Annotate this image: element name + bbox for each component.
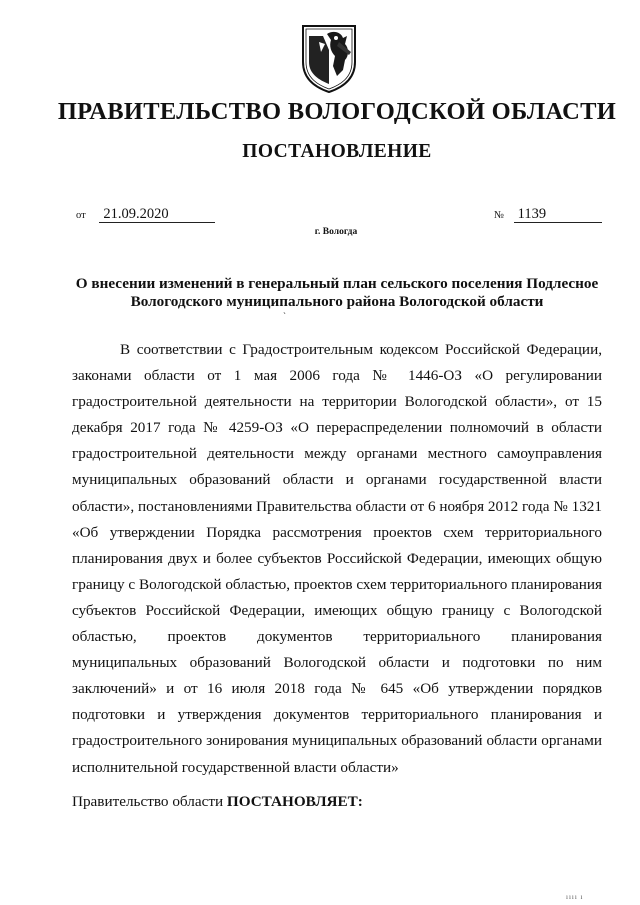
document-date xyxy=(76,206,215,223)
date-value: 21.09.2020 xyxy=(99,206,215,223)
footer-mark: ıııı ı xyxy=(566,893,584,901)
document-type: ПОСТАНОВЛЕНИЕ xyxy=(242,141,432,162)
document-number xyxy=(494,206,602,223)
preamble-paragraph: В соответствии с Градостроительным кодексом Российской Федерации, законами области от 1 мая 2006 года № 1446-ОЗ «О регулировании градостроительной деятельности на территории Вологодской области», от 15 декабря 2017 года № 4259-ОЗ «О перераспределении полномочий в области градостроительной деятельности между органами местного самоуправления муниципальных образований области и органами государственной власти области», постановлениями Правительства области от 6 ноября 2012 года № 1321 «Об утверждении Порядка рассмотрения проектов схем территориального планирования двух и более субъектов Российской Федерации, имеющих общую границу с Вологодской областью, проектов схем территориального планирования субъектов Российской Федерации, имеющих общую границу с Вологодской областью, проектов документов территориального планирования муниципальных образований Вологодской области и подготовки по ним заключений» и от 16 июля 2018 года № 645 «Об утверждении порядков подготовки и утверждения документов территориального планирования и градостроительного зонирования муниципальных образований области органами исполнительной государственной власти области» xyxy=(72,341,602,776)
number-value: 1139 xyxy=(514,206,602,223)
resolve-line xyxy=(72,790,602,814)
number-prefix: № xyxy=(494,210,505,221)
resolution-subject: О внесении изменений в генеральный план сельского поселения Подлесное Вологодского муниципального района Вологодской области xyxy=(75,275,599,310)
resolve-prefix: Правительство области xyxy=(72,793,224,810)
organization-title: ПРАВИТЕЛЬСТВО ВОЛОГОДСКОЙ ОБЛАСТИ xyxy=(57,98,617,125)
date-prefix: от xyxy=(76,210,86,221)
resolve-word: ПОСТАНОВЛЯЕТ: xyxy=(226,793,363,810)
coat-of-arms-icon xyxy=(299,22,359,94)
stray-mark: ˋ xyxy=(283,311,286,321)
city-label: г. Вологда xyxy=(314,227,358,237)
